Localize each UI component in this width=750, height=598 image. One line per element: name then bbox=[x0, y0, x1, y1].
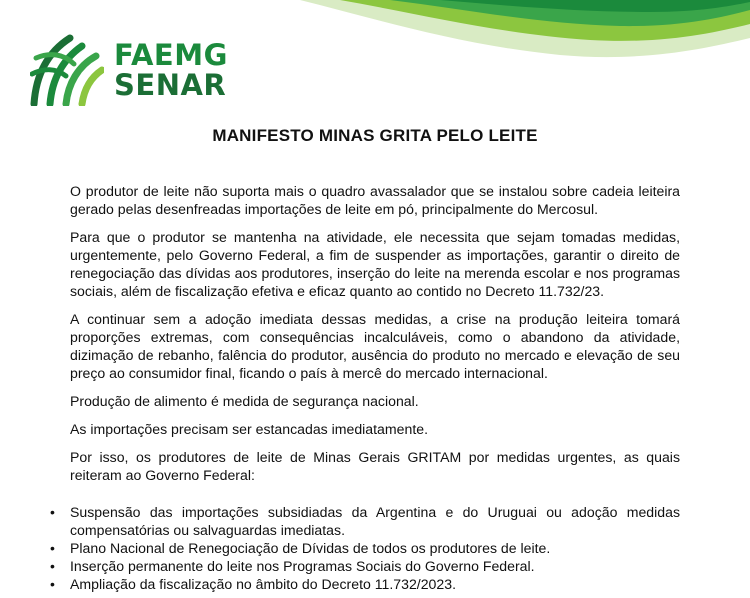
faemg-senar-logo bbox=[30, 34, 228, 106]
paragraph: A continuar sem a adoção imediata dessas medidas, a crise na produção leiteira tomará proporções extremas, com consequências incalculáveis, como o abandono da atividade, dizimação de rebanho, falência do produtor, ausência do produto no mercado e elevação de seu preço ao consumidor final, ficando o país à mercê do mercado internacional. bbox=[70, 311, 680, 381]
paragraph: Produção de alimento é medida de segurança nacional. bbox=[70, 393, 419, 409]
logo-text-faemg: FAEMG bbox=[114, 38, 228, 72]
demands-list bbox=[70, 503, 680, 593]
paragraph: Para que o produtor se mantenha na atividade, ele necessita que sejam tomadas medidas, urgentemente, pelo Governo Federal, a fim de suspender as importações, garantir o direito de renegociação das dívidas aos produtores, inserção do leite na merenda escolar e nos programas sociais, além de fiscalização efetiva e eficaz quanto ao contido no Decreto 11.732/23. bbox=[70, 229, 680, 299]
list-item: • Plano Nacional de Renegociação de Dívidas de todos os produtores de leite. bbox=[70, 539, 680, 557]
list-item: • Ampliação da fiscalização no âmbito do Decreto 11.732/2023. bbox=[70, 575, 680, 593]
paragraph: Por isso, os produtores de leite de Minas Gerais GRITAM por medidas urgentes, as quais reiteram ao Governo Federal: bbox=[70, 449, 680, 483]
document-title: MANIFESTO MINAS GRITA PELO LEITE bbox=[212, 126, 538, 145]
list-item: • Inserção permanente do leite nos Programas Sociais do Governo Federal. bbox=[70, 557, 680, 575]
paragraph: As importações precisam ser estancadas imediatamente. bbox=[70, 421, 428, 437]
list-item: • Suspensão das importações subsidiadas da Argentina e do Uruguai ou adoção medidas compensatórias ou salvaguardas imediatas. bbox=[70, 503, 680, 539]
logo-text-senar: SENAR bbox=[114, 68, 227, 102]
wheat-leaves-icon bbox=[30, 34, 104, 106]
paragraph: O produtor de leite não suporta mais o quadro avassalador que se instalou sobre cadeia leiteira gerado pelas desenfreadas importações de leite em pó, principalmente do Mercosul. bbox=[70, 183, 680, 217]
document-body bbox=[70, 182, 680, 494]
